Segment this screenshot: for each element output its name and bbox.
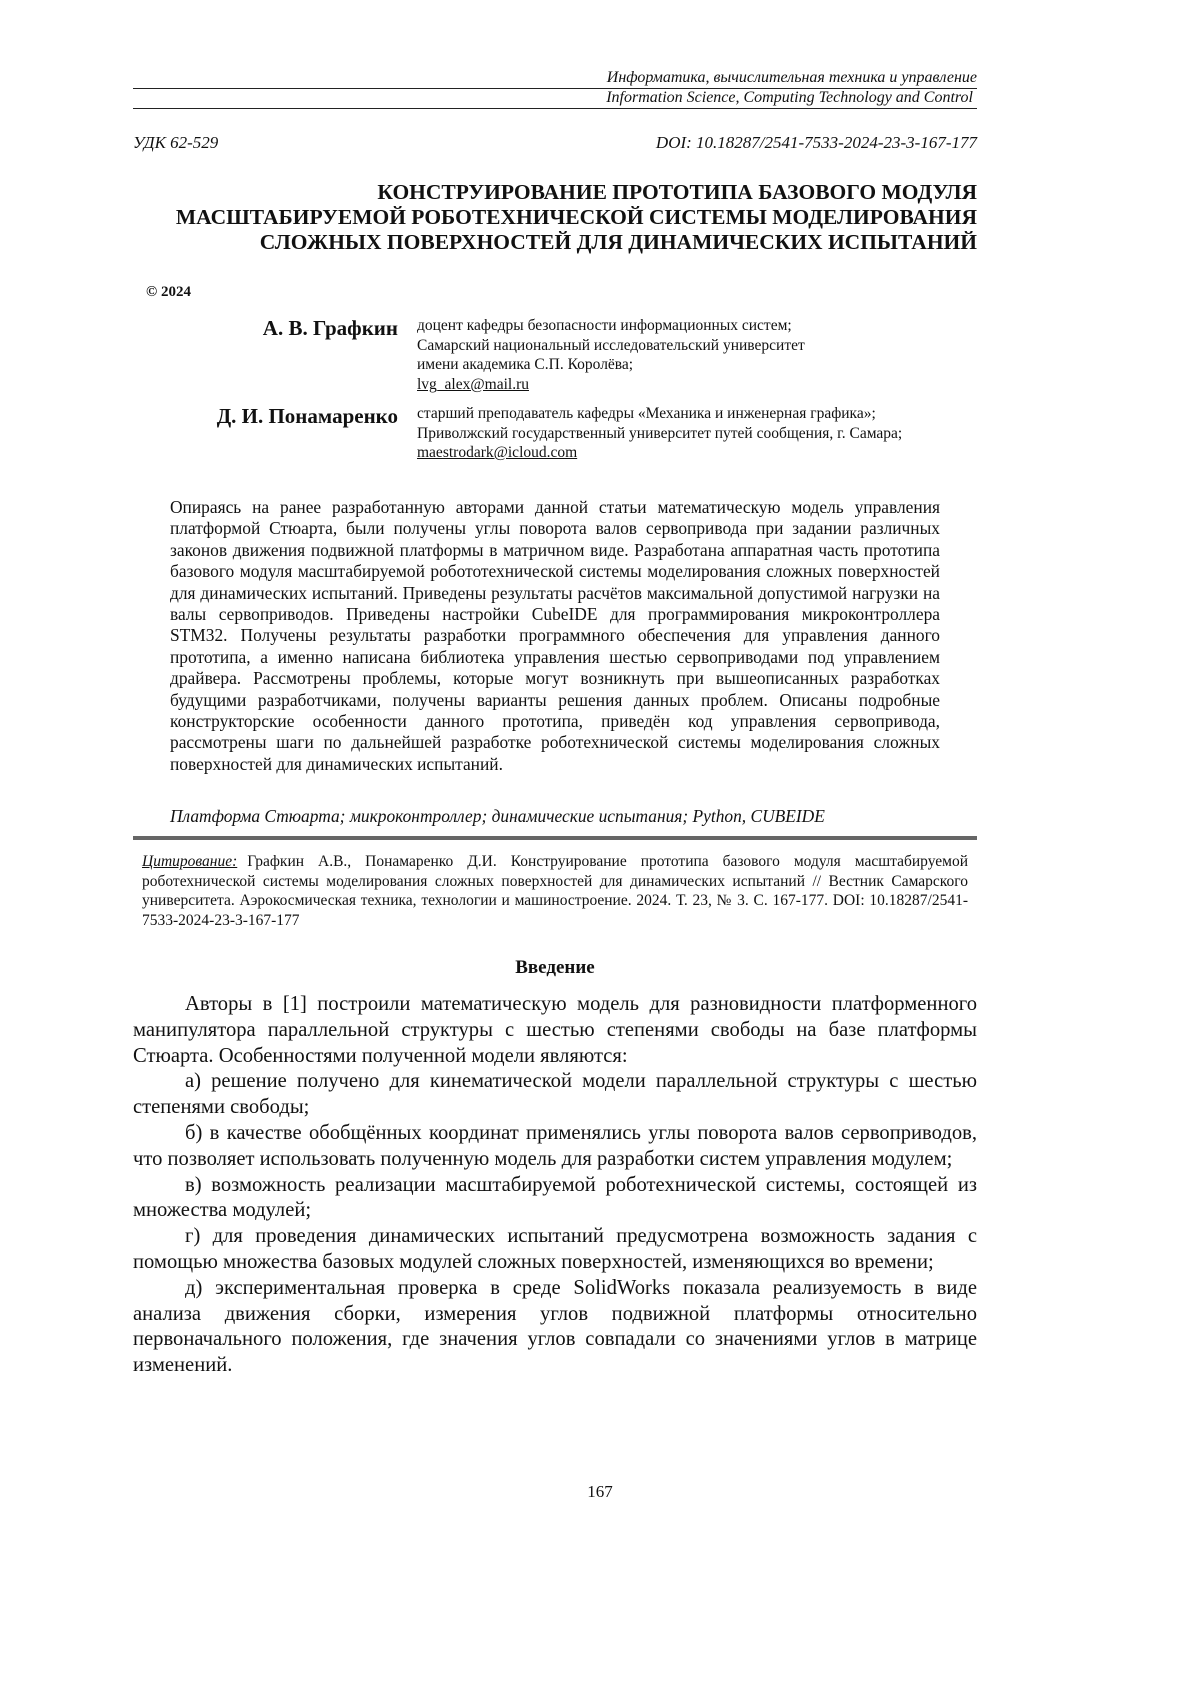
author-name: Д. И. Понамаренко [128,404,398,429]
author-email-link[interactable]: maestrodark@icloud.com [417,444,577,461]
abstract: Опираясь на ранее разработанную авторами данной статьи математическую модель управления платформой Стюарта, были получены углы поворота валов сервопривода при задании различных законов движения подвижной платформы в матричном виде. Разработана аппаратная часть прототипа базового модуля масштабируемой робототехнической системы моделирования сложных поверхностей для динамических испытаний. Приведены результаты расчётов максимальной допустимой нагрузки на валы сервоприводов. Приведены настройки CubeIDE для программирования микроконтроллера STM32. Получены результаты разработки программного обеспечения для управления данного прототипа, а именно написана библиотека управления шестью сервоприводами под управлением драйвера. Рассмотрены проблемы, которые могут возникнуть при вышеописанных разработках будущими разработчиками, получены варианты решения данных проблем. Описаны подробные конструкторские особенности данного прототипа, приведён код управления сервопривода, рассмотрены шаги по дальнейшей разработке роботехнической системы моделирования сложных поверхностей для динамических испытаний. [170,497,940,775]
title-line: МАСШТАБИРУЕМОЙ РОБОТЕХНИЧЕСКОЙ СИСТЕМЫ МОДЕЛИРОВАНИЯ [133,205,977,230]
affiliation-line: имени академика С.П. Королёва; [417,355,805,375]
divider [133,836,977,840]
list-item: г) для проведения динамических испытаний предусмотрена возможность задания с помощью множества базовых модулей сложных поверхностей, изменяющихся во времени; [133,1224,977,1276]
citation-label: Цитирование: [142,853,237,870]
author-affiliation [417,404,902,463]
author-affiliation [417,316,805,394]
list-item: а) решение получено для кинематической модели параллельной структуры с шестью степенями свободы; [133,1069,977,1121]
citation [142,852,968,930]
keywords: Платформа Стюарта; микроконтроллер; динамические испытания; Python, CUBEIDE [170,806,825,827]
list-item: д) экспериментальная проверка в среде SolidWorks показала реализуемость в виде анализа движения сборки, измерения углов подвижной платформы относительно первоначального положения, где значения углов совпадали со значениями углов в матрице изменений. [133,1276,977,1379]
article-title [133,180,977,255]
affiliation-line: старший преподаватель кафедры «Механика и инженерная графика»; [417,404,902,424]
journal-title-en: Information Science, Computing Technology and Control [133,88,977,109]
paragraph: Авторы в [1] построили математическую модель для разновидности платформенного манипулятора параллельной структуры с шестью степенями свободы на базе платформы Стюарта. Особенностями полученной модели являются: [133,992,977,1069]
affiliation-line: доцент кафедры безопасности информационных систем; [417,316,805,336]
affiliation-line: Приволжский государственный университет путей сообщения, г. Самара; [417,424,902,444]
section-heading: Введение [133,957,977,979]
journal-title-ru: Информатика, вычислительная техника и управление [133,68,977,89]
body-text [133,992,977,1379]
udk: УДК 62-529 [133,133,218,153]
copyright: © 2024 [146,284,191,301]
page-number: 167 [0,1482,1200,1502]
author-email-link[interactable]: lvg_alex@mail.ru [417,376,529,393]
affiliation-line: Самарский национальный исследовательский университет [417,336,805,356]
title-line: СЛОЖНЫХ ПОВЕРХНОСТЕЙ ДЛЯ ДИНАМИЧЕСКИХ ИСПЫТАНИЙ [133,230,977,255]
doi: DOI: 10.18287/2541-7533-2024-23-3-167-177 [656,133,977,153]
title-line: КОНСТРУИРОВАНИЕ ПРОТОТИПА БАЗОВОГО МОДУЛЯ [133,180,977,205]
citation-text: Графкин А.В., Понамаренко Д.И. Конструирование прототипа базового модуля масштабируемой роботехнической системы моделирования сложных поверхностей для динамических испытаний // Вестник Самарского университета. Аэрокосмическая техника, технологии и машиностроение. 2024. Т. 23, № 3. С. 167-177. DOI: 10.18287/2541-7533-2024-23-3-167-177 [142,853,968,929]
author-name: А. В. Графкин [128,316,398,341]
list-item: в) возможность реализации масштабируемой роботехнической системы, состоящей из множества модулей; [133,1173,977,1225]
list-item: б) в качестве обобщённых координат применялись углы поворота валов сервоприводов, что позволяет использовать полученную модель для разработки систем управления модулем; [133,1121,977,1173]
